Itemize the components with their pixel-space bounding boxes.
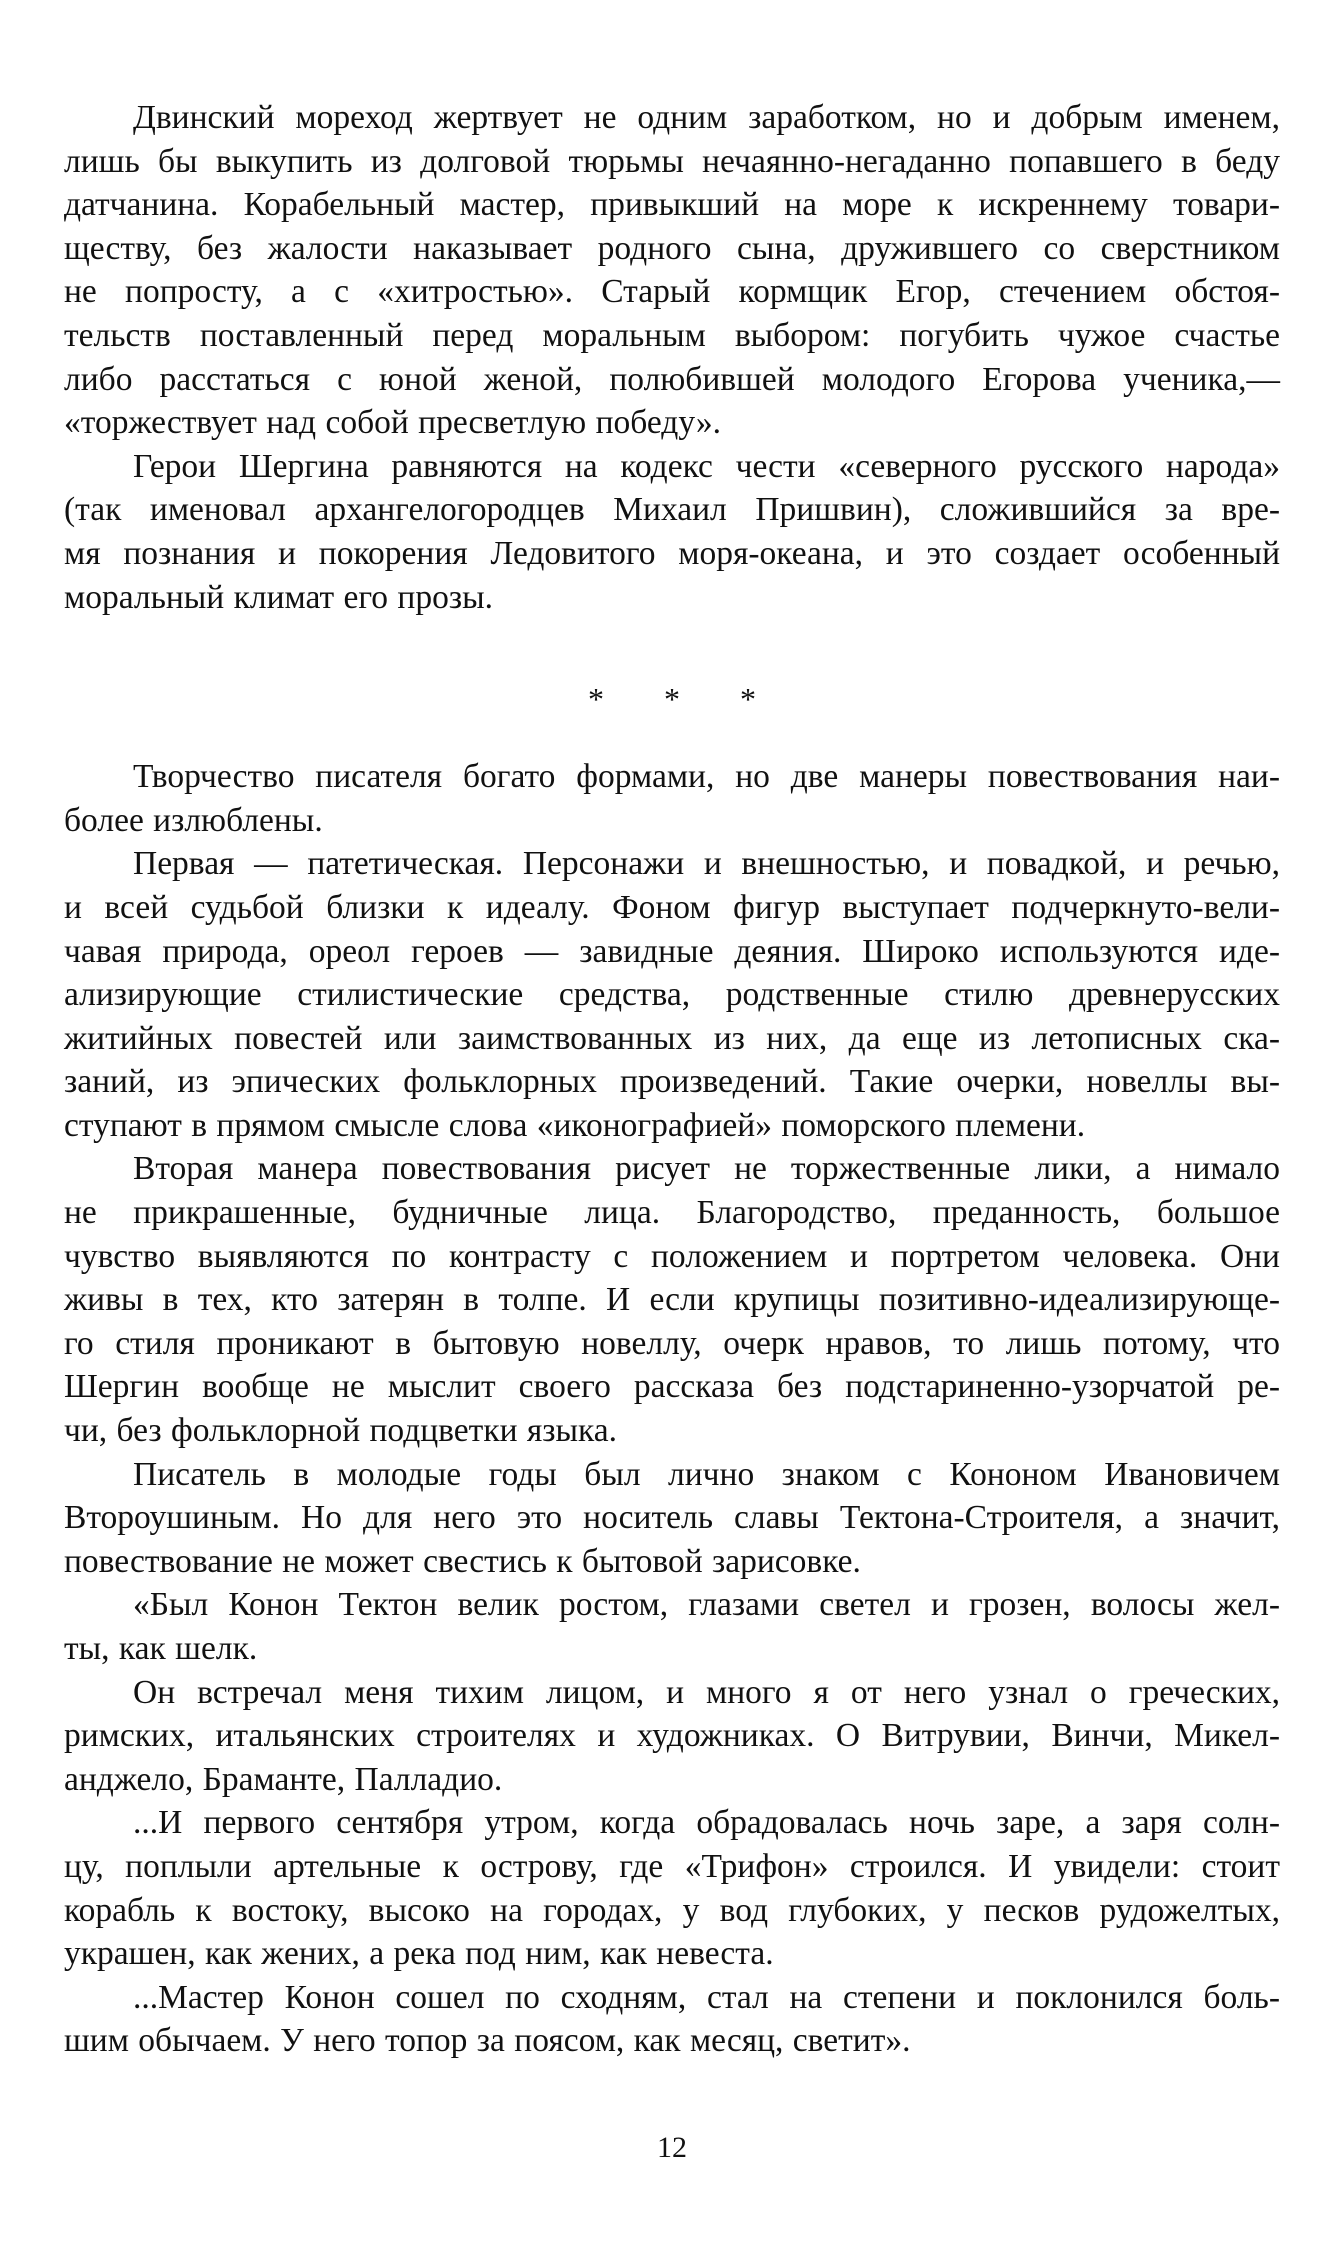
paragraph: [64, 1583, 1280, 1670]
text-section-top: [64, 96, 1280, 619]
text-line: «Был Конон Тектон велик ростом, глазами светел и грозен, волосы жел-: [133, 1586, 1280, 1624]
book-page: [64, 96, 1280, 2063]
text-line: ществу, без жалости наказывает родного сына, дружившего со сверстником: [64, 229, 1280, 267]
text-line: чувство выявляются по контрасту с положением и портретом человека. Они: [64, 1237, 1280, 1275]
section-gap: [64, 719, 1280, 755]
paragraph: [64, 1671, 1280, 1802]
paragraph: [64, 842, 1280, 1147]
text-line: чавая природа, ореол героев — завидные деяния. Широко используются иде-: [64, 932, 1280, 970]
text-line: либо расстаться с юной женой, полюбившей молодого Егорова ученика,—: [64, 360, 1280, 398]
text-line: Он встречал меня тихим лицом, и много я от него узнал о греческих,: [133, 1673, 1280, 1711]
text-line: житийных повестей или заимствованных из них, да еще из летописных ска-: [64, 1019, 1280, 1057]
text-line: Шергин вообще не мыслит своего рассказа без подстариненно-узорчатой ре-: [64, 1368, 1280, 1406]
text-line: Первая — патетическая. Персонажи и внешностью, и повадкой, и речью,: [133, 845, 1280, 883]
text-line: «торжествует над собой пресветлую победу».: [64, 404, 722, 442]
paragraph: [64, 1453, 1280, 1584]
text-line: не прикрашенные, будничные лица. Благородство, преданность, большое: [64, 1194, 1280, 1232]
text-line: лишь бы выкупить из долговой тюрьмы нечаянно-негаданно попавшего в беду: [64, 142, 1280, 180]
paragraph: [64, 755, 1280, 842]
text-line: Вторая манера повествования рисует не торжественные лики, а нимало: [133, 1150, 1280, 1188]
text-line: датчанина. Корабельный мастер, привыкший на море к искреннему товари-: [64, 186, 1280, 224]
text-line: моральный климат его прозы.: [64, 578, 493, 616]
section-separator: * * *: [588, 681, 782, 718]
text-line: римских, итальянских строителях и художниках. О Витрувии, Винчи, Микел-: [64, 1717, 1280, 1755]
paragraph: [64, 445, 1280, 619]
paragraph: [64, 1801, 1280, 1975]
text-line: повествование не может свестись к бытовой зарисовке.: [64, 1542, 861, 1580]
text-line: Творчество писателя богато формами, но две манеры повествования наи-: [133, 758, 1280, 796]
text-line: заний, из эпических фольклорных произведений. Такие очерки, новеллы вы-: [64, 1063, 1280, 1101]
paragraph: [64, 1976, 1280, 2063]
text-line: ты, как шелк.: [64, 1630, 258, 1667]
text-line: мя познания и покорения Ледовитого моря-океана, и это создает особенный: [64, 534, 1280, 572]
text-line: не попросту, а с «хитростью». Старый кормщик Егор, стечением обстоя-: [64, 273, 1280, 311]
text-line: Герои Шергина равняются на кодекс чести «северного русского народа»: [133, 447, 1280, 485]
text-line: Писатель в молодые годы был лично знаком с Кононом Ивановичем: [133, 1455, 1280, 1493]
text-line: украшен, как жених, а река под ним, как невеста.: [64, 1935, 774, 1973]
text-line: и всей судьбой близки к идеалу. Фоном фигур выступает подчеркнуто-вели-: [64, 888, 1280, 926]
text-section-bottom: [64, 755, 1280, 2063]
text-line: ступают в прямом смысле слова «иконографией» поморского племени.: [64, 1106, 1086, 1144]
text-line: анджело, Браманте, Палладио.: [64, 1760, 503, 1798]
text-line: цу, поплыли артельные к острову, где «Трифон» строился. И увидели: стоит: [64, 1847, 1280, 1885]
section-gap: [64, 619, 1280, 679]
text-line: шим обычаем. У него топор за поясом, как месяц, светит».: [64, 2022, 911, 2060]
text-line: живы в тех, кто затерян в толпе. И если крупицы позитивно-идеализирующе-: [64, 1281, 1280, 1319]
text-line: ализирующие стилистические средства, родственные стилю древнерусских: [64, 976, 1280, 1014]
paragraph: [64, 1147, 1280, 1452]
page-number: 12: [657, 2131, 687, 2164]
text-line: более излюблены.: [64, 801, 323, 839]
text-line: го стиля проникают в бытовую новеллу, очерк нравов, то лишь потому, что: [64, 1324, 1280, 1362]
paragraph: [64, 96, 1280, 445]
text-line: (так именовал архангелогородцев Михаил Пришвин), сложившийся за вре-: [64, 491, 1280, 529]
text-line: ...И первого сентября утром, когда обрадовалась ночь заре, а заря солн-: [133, 1804, 1280, 1842]
text-line: тельств поставленный перед моральным выбором: погубить чужое счастье: [64, 316, 1280, 354]
text-line: чи, без фольклорной подцветки языка.: [64, 1412, 618, 1450]
text-line: Двинский мореход жертвует не одним заработком, но и добрым именем,: [133, 99, 1280, 136]
text-line: корабль к востоку, высоко на городах, у вод глубоких, у песков рудожелтых,: [64, 1891, 1280, 1929]
text-line: ...Мастер Конон сошел по сходням, стал на степени и поклонился боль-: [133, 1978, 1280, 2016]
text-line: Второушиным. Но для него это носитель славы Тектона-Строителя, а значит,: [64, 1499, 1280, 1537]
